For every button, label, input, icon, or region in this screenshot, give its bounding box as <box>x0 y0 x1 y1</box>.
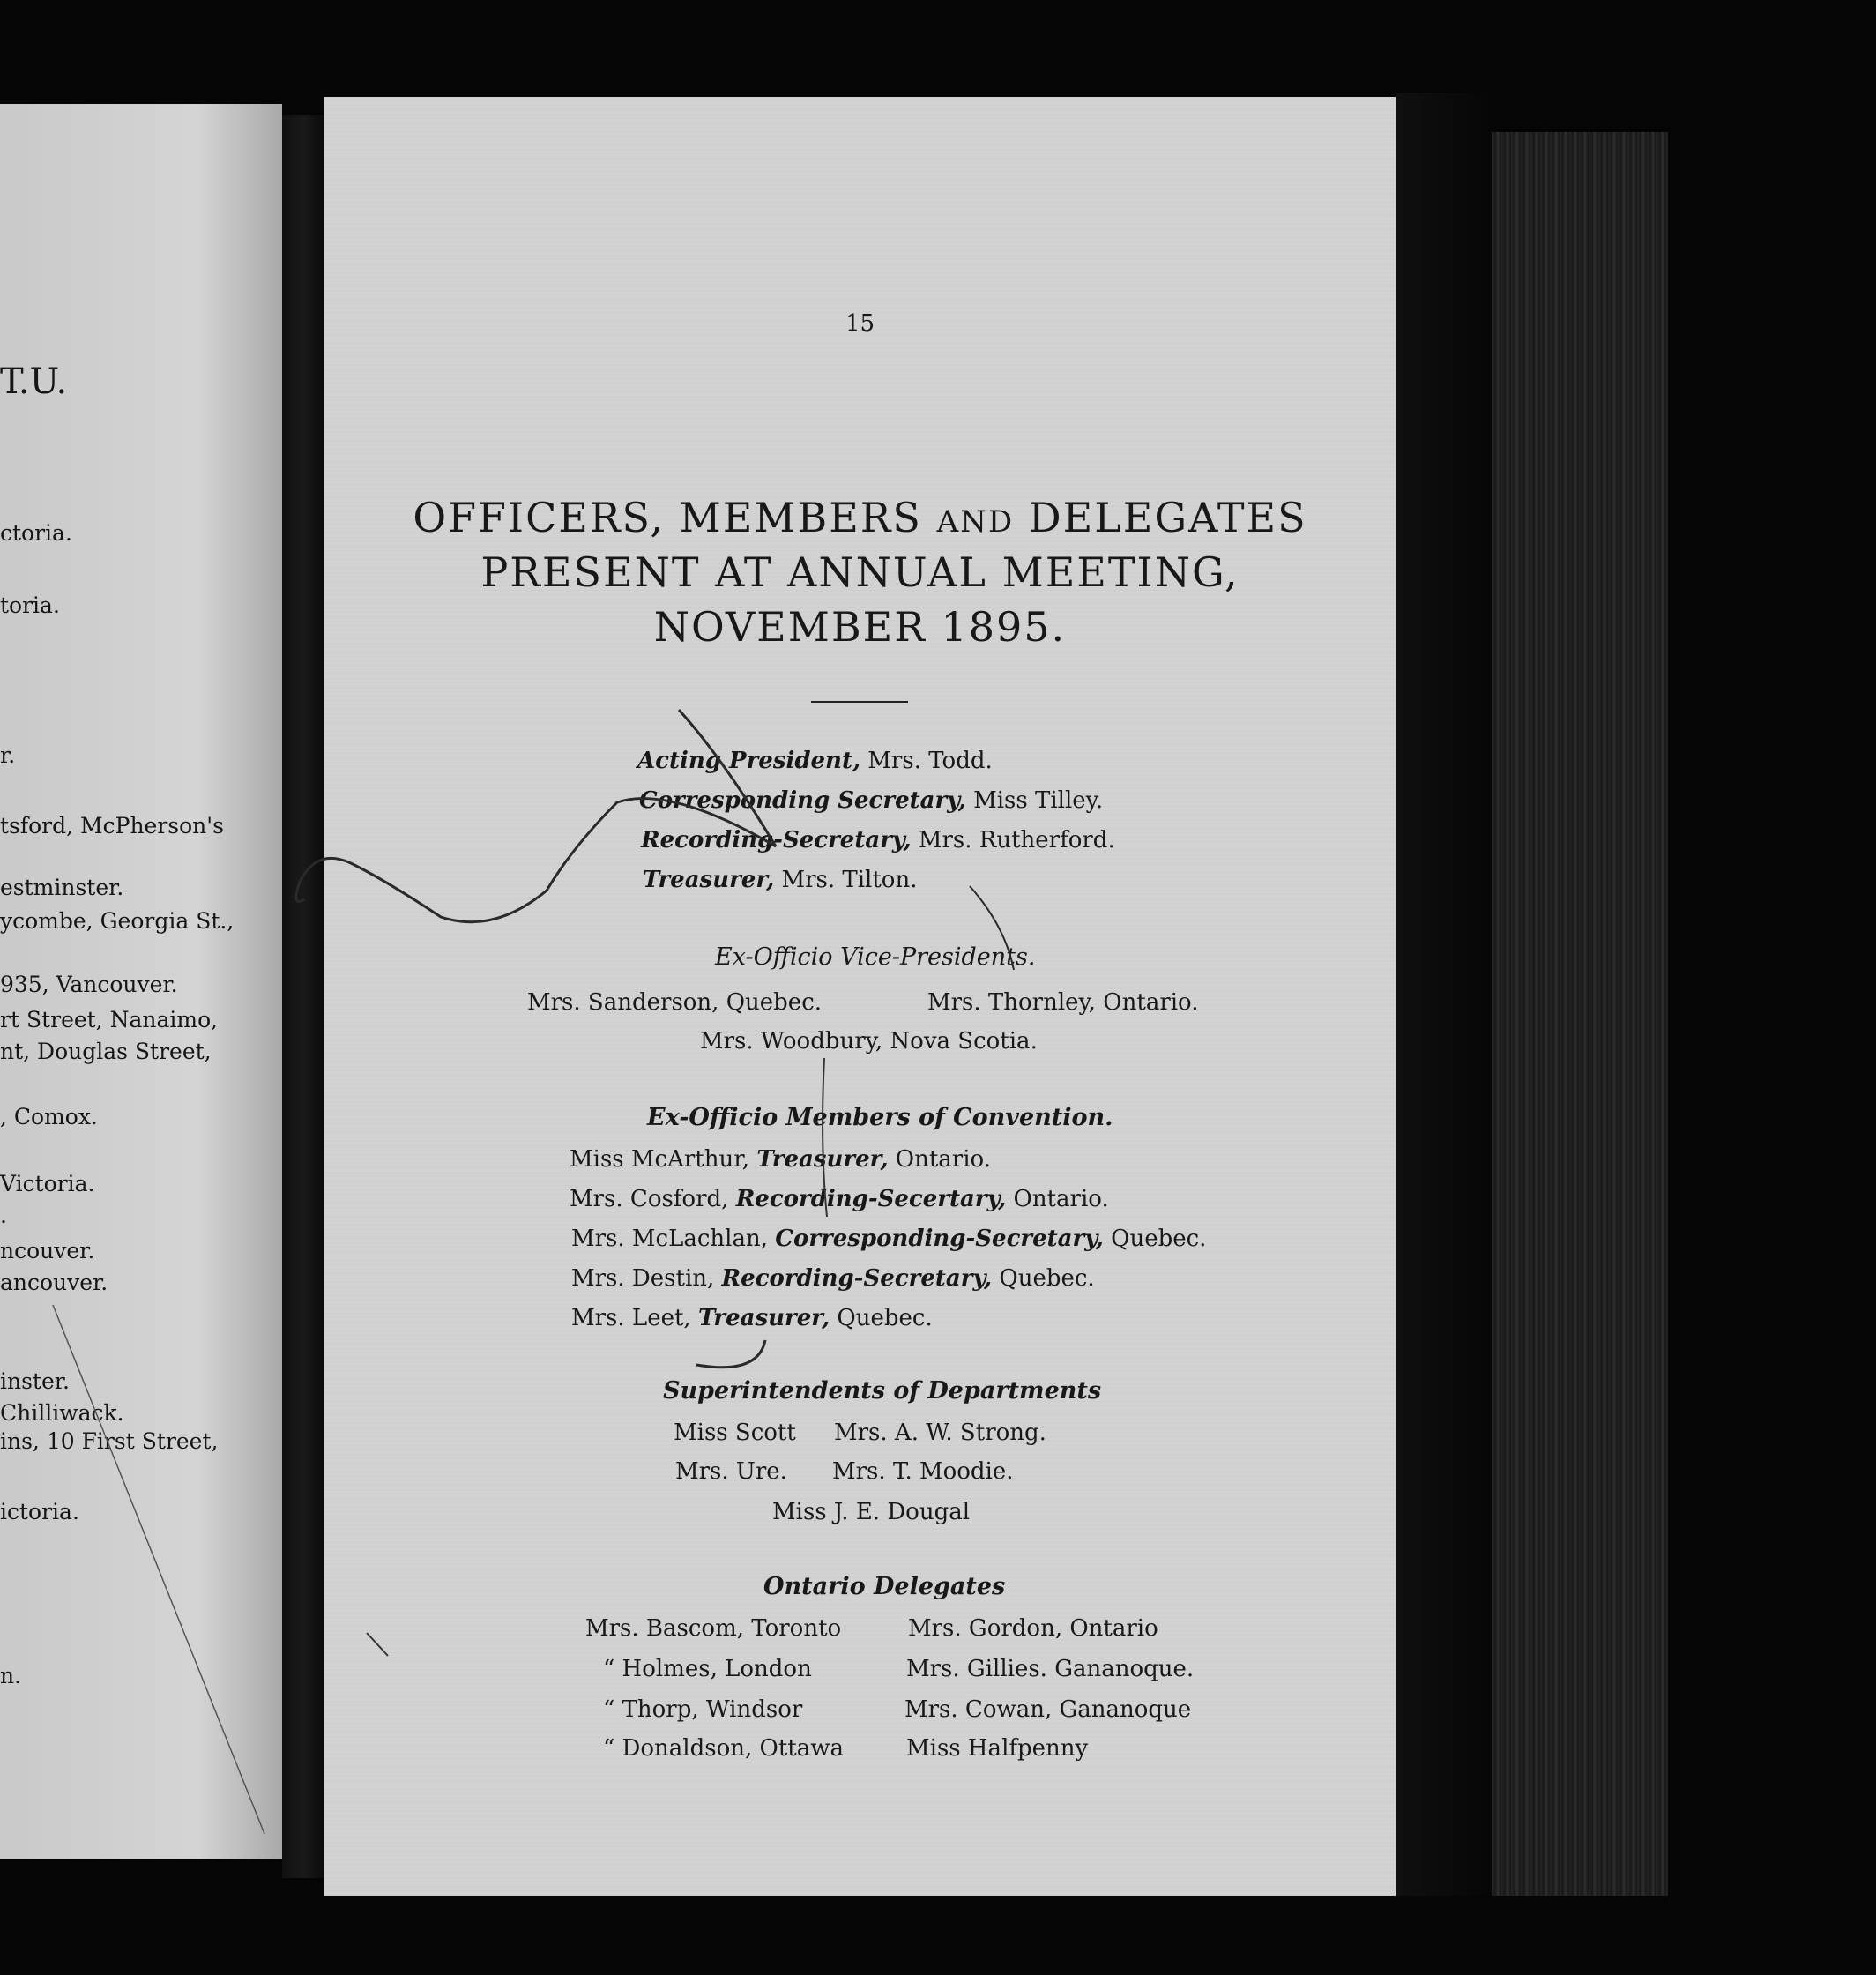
main-page <box>324 97 1396 1896</box>
left-page-line: n. <box>0 1663 22 1688</box>
left-page-line: Chilliwack. <box>0 1400 124 1426</box>
left-page-heading: T.U. <box>0 361 68 402</box>
left-page-line: nt, Douglas Street, <box>0 1039 212 1064</box>
officer-line <box>641 827 1115 853</box>
officer-name: Mrs. Tilton. <box>781 867 918 893</box>
vp-right: Mrs. Thornley, Ontario. <box>927 989 1199 1016</box>
title-small-caps: AND <box>936 504 1015 540</box>
exofficio-line <box>571 1265 1095 1292</box>
supt-last: Miss J. E. Dougal <box>772 1499 971 1525</box>
officer-role: Treasurer, <box>643 867 775 893</box>
exofficio-heading: Ex-Officio Members of Convention. <box>647 1104 1113 1131</box>
left-page-line: . <box>0 1203 7 1228</box>
member-name: Miss McArthur, <box>570 1146 750 1173</box>
member-place: Ontario. <box>895 1146 991 1173</box>
officer-role: Corresponding Secretary, <box>639 787 966 814</box>
title-line-1 <box>324 490 1396 549</box>
supt-left: Mrs. Ure. <box>675 1458 787 1485</box>
title-text: DELEGATES <box>1014 494 1307 541</box>
left-page-line: Victoria. <box>0 1171 95 1196</box>
member-place: Quebec. <box>999 1265 1095 1292</box>
vp-center: Mrs. Woodbury, Nova Scotia. <box>700 1028 1038 1055</box>
member-role: Corresponding-Secretary, <box>775 1226 1104 1252</box>
officer-name: Mrs. Rutherford. <box>918 827 1115 853</box>
left-page-line: ancouver. <box>0 1270 108 1295</box>
vp-left: Mrs. Sanderson, Quebec. <box>527 989 823 1016</box>
member-name: Mrs. Cosford, <box>570 1186 729 1212</box>
officer-line <box>643 867 917 893</box>
left-page-line: , Comox. <box>0 1104 98 1129</box>
page-edges <box>1492 132 1668 1896</box>
member-name: Mrs. Leet, <box>571 1305 691 1331</box>
title-text: OFFICERS, MEMBERS <box>413 494 937 541</box>
officer-role: Recording-Secretary, <box>641 827 912 853</box>
member-name: Mrs. Destin, <box>571 1265 715 1292</box>
member-place: Ontario. <box>1013 1186 1109 1212</box>
ontario-right: Mrs. Gillies. Gananoque. <box>906 1656 1195 1682</box>
exofficio-line <box>571 1305 933 1331</box>
left-page-line: toria. <box>0 592 60 618</box>
member-role: Treasurer, <box>756 1146 889 1173</box>
supt-heading: Superintendents of Departments <box>663 1377 1102 1405</box>
left-page-line: ycombe, Georgia St., <box>0 908 234 934</box>
officer-role: Acting President, <box>637 748 861 774</box>
left-page-line: ictoria. <box>0 1499 79 1524</box>
officer-name: Miss Tilley. <box>973 787 1104 814</box>
ontario-right: Mrs. Cowan, Gananoque <box>904 1696 1192 1723</box>
title-divider <box>811 701 908 703</box>
member-place: Quebec. <box>1111 1226 1207 1252</box>
exofficio-line <box>570 1146 991 1173</box>
vp-heading: Ex-Officio Vice-Presidents. <box>715 943 1036 971</box>
left-page-line: 935, Vancouver. <box>0 972 178 997</box>
left-page-line: inster. <box>0 1368 70 1394</box>
title-line-3: NOVEMBER 1895. <box>653 603 1067 651</box>
member-name: Mrs. McLachlan, <box>571 1226 769 1252</box>
member-role: Treasurer, <box>697 1305 830 1331</box>
supt-right: Mrs. A. W. Strong. <box>834 1420 1046 1446</box>
exofficio-line <box>571 1226 1206 1252</box>
ontario-left: Mrs. Bascom, Toronto <box>585 1615 842 1642</box>
left-page-line: estminster. <box>0 875 124 900</box>
officer-name: Mrs. Todd. <box>867 748 993 774</box>
ontario-left: “ Thorp, Windsor <box>603 1696 803 1723</box>
left-page-line: ins, 10 First Street, <box>0 1428 219 1454</box>
left-page-line: rt Street, Nanaimo, <box>0 1007 219 1032</box>
left-page-line: ncouver. <box>0 1238 95 1263</box>
ontario-right: Mrs. Gordon, Ontario <box>908 1615 1158 1642</box>
supt-left: Miss Scott <box>674 1420 796 1446</box>
book-gutter <box>282 115 324 1878</box>
page-number: 15 <box>845 310 875 337</box>
ontario-heading: Ontario Delegates <box>763 1573 1006 1600</box>
ontario-right: Miss Halfpenny <box>906 1735 1089 1762</box>
exofficio-line <box>570 1186 1109 1212</box>
officer-line <box>639 787 1103 814</box>
member-place: Quebec. <box>837 1305 933 1331</box>
supt-right: Mrs. T. Moodie. <box>832 1458 1014 1485</box>
page-shadow <box>1396 93 1501 1896</box>
ontario-left: “ Holmes, London <box>603 1656 812 1682</box>
member-role: Recording-Secertary, <box>735 1186 1007 1212</box>
officer-line <box>637 748 993 774</box>
book-cover-edge <box>1668 141 1876 1904</box>
ontario-left: “ Donaldson, Ottawa <box>603 1735 844 1762</box>
member-role: Recording-Secretary, <box>721 1265 993 1292</box>
title-line-2: PRESENT AT ANNUAL MEETING, <box>480 548 1240 596</box>
left-page-line: tsford, McPherson's <box>0 813 224 838</box>
left-page-line: ctoria. <box>0 520 72 546</box>
left-page-line: r. <box>0 742 16 768</box>
